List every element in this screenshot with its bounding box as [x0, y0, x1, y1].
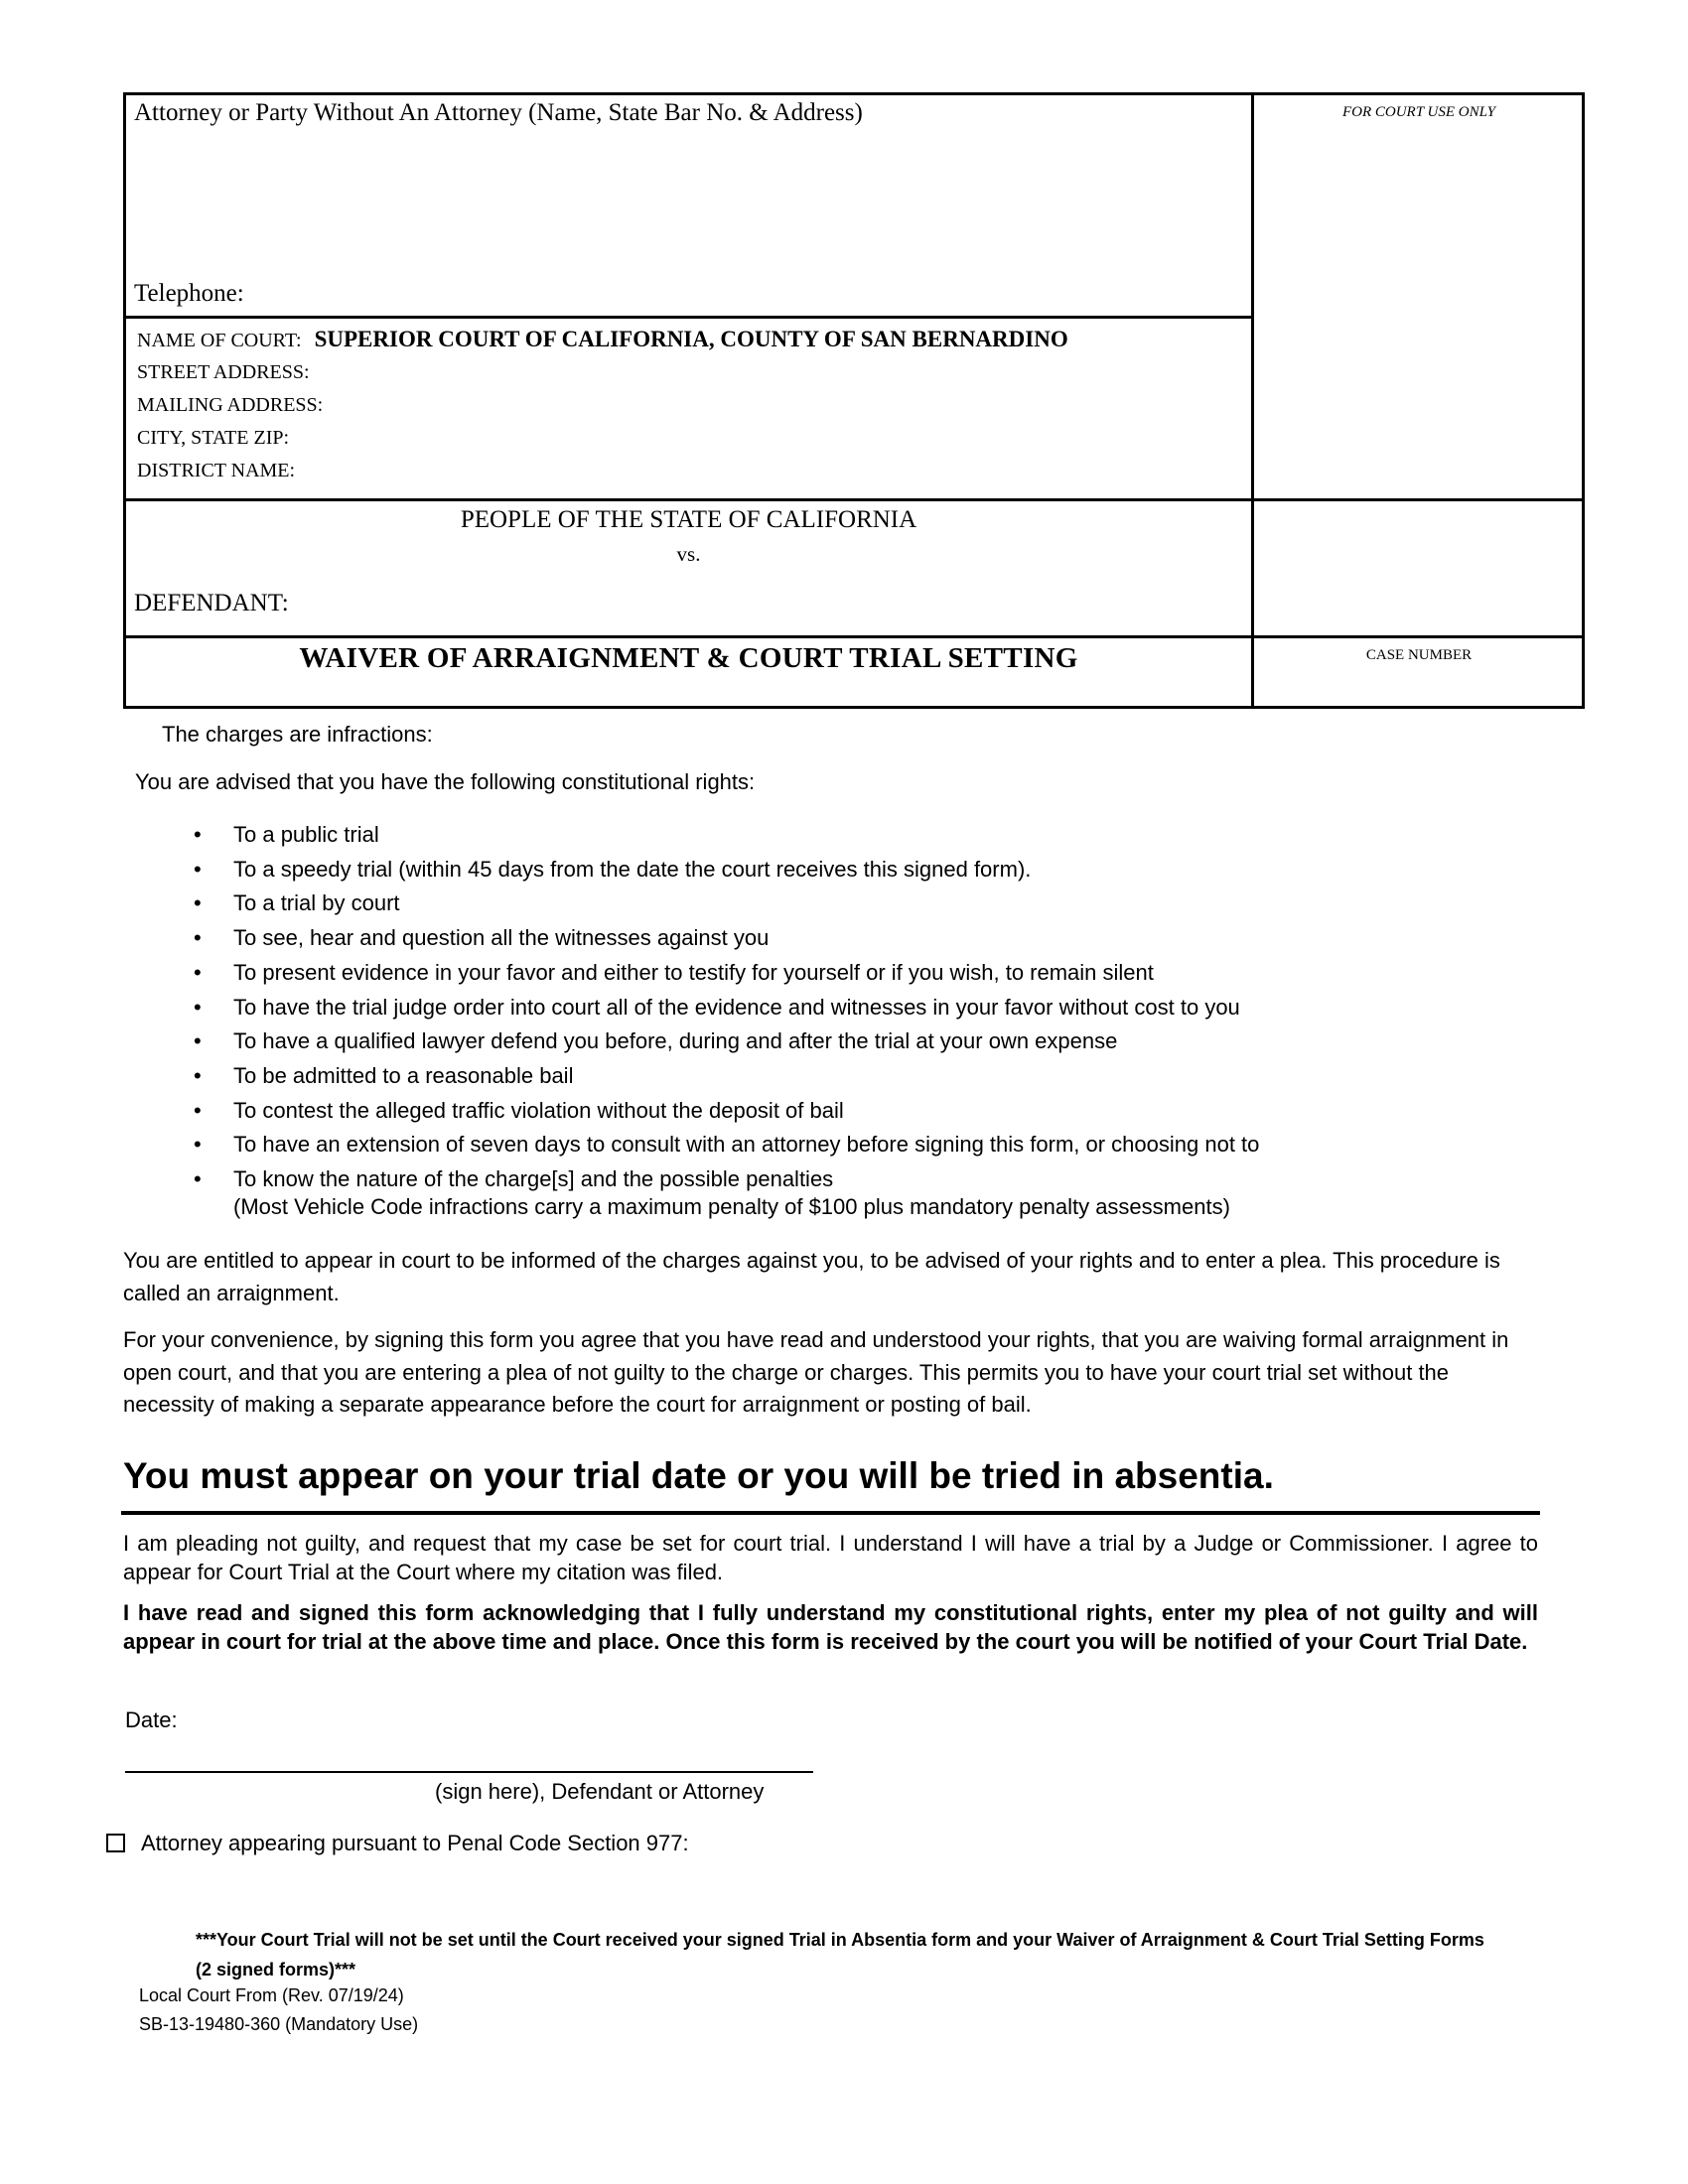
court-name-row [137, 327, 1068, 352]
list-item: • To have a qualified lawyer defend you before, during and after the trial at your own expense [233, 1024, 1259, 1059]
sign-here-label: (sign here), Defendant or Attorney [435, 1779, 765, 1804]
telephone-label: Telephone: [134, 280, 244, 307]
footer-note: ***Your Court Trial will not be set until the Court received your signed Trial in Absentia form and your Waiver of Arraignment & Court Trial Setting Forms (2 signed forms)*** [196, 1930, 1484, 1979]
plea-paragraph: I am pleading not guilty, and request that my case be set for court trial. I understand I will have a trial by a Judge or Commissioner. I agree to appear for Court Trial at the Court where my citation was filed. [123, 1531, 1538, 1584]
arraignment-paragraph: You are entitled to appear in court to be informed of the charges against you, to be advised of your rights and to enter a plea. This procedure is called an arraignment. [123, 1248, 1500, 1305]
caption-table [123, 92, 1585, 709]
list-item: • To a trial by court [233, 887, 1259, 921]
row-divider [126, 498, 1582, 501]
convenience-paragraph: For your convenience, by signing this form you agree that you have read and understood your rights, that you are waiving formal arraignment in open court, and that you are entering a plea of not guilty to the charge or charges. This permits you to have your court trial set without the necessity of making a separate appearance before the court for arraignment or posting of bail. [123, 1327, 1509, 1417]
absentia-headline: You must appear on your trial date or you will be tried in absentia. [123, 1455, 1274, 1496]
attorney-label: Attorney or Party Without An Attorney (Name, State Bar No. & Address) [134, 99, 863, 126]
advised-line: You are advised that you have the following constitutional rights: [135, 769, 756, 794]
acknowledgement-paragraph: I have read and signed this form acknowledging that I fully understand my constitutional rights, enter my plea of not guilty and will appear in court for trial at the above time and place. Once this form is received by the court you will be notified of your Court Trial Date. [123, 1600, 1538, 1654]
row-divider [126, 635, 1582, 638]
column-divider [1251, 95, 1254, 706]
attorney-977-label: Attorney appearing pursuant to Penal Code Section 977: [141, 1831, 689, 1855]
date-label: Date: [125, 1707, 178, 1732]
city-state-zip-label: CITY, STATE ZIP: [137, 427, 290, 449]
signature-line[interactable] [125, 1771, 813, 1773]
list-item: • To have an extension of seven days to consult with an attorney before signing this form, or choosing not to [233, 1128, 1259, 1162]
list-item: • To see, hear and question all the witnesses against you [233, 921, 1259, 956]
list-item: • To have the trial judge order into court all of the evidence and witnesses in your favor without cost to you [233, 991, 1259, 1025]
district-name-label: DISTRICT NAME: [137, 460, 296, 481]
people-label: PEOPLE OF THE STATE OF CALIFORNIA [460, 506, 917, 533]
rights-list [233, 818, 1259, 1221]
list-item [233, 1162, 1259, 1221]
revision-label: Local Court From (Rev. 07/19/24) [139, 1985, 404, 2005]
case-number-label: CASE NUMBER [1365, 647, 1473, 663]
headline-rule [121, 1511, 1540, 1515]
list-item: • To be admitted to a reasonable bail [233, 1059, 1259, 1094]
court-use-label: FOR COURT USE ONLY [1341, 104, 1496, 120]
list-item: • To a speedy trial (within 45 days from the date the court receives this signed form). [233, 853, 1259, 887]
form-number-label: SB-13-19480-360 (Mandatory Use) [139, 2014, 419, 2034]
defendant-label: DEFENDANT: [134, 590, 289, 616]
court-name-value: SUPERIOR COURT OF CALIFORNIA, COUNTY OF SAN BERNARDINO [314, 327, 1068, 351]
form-title: WAIVER OF ARRAIGNMENT & COURT TRIAL SETTING [299, 642, 1078, 674]
penalty-note: (Most Vehicle Code infractions carry a maximum penalty of $100 plus mandatory penalty assessments) [233, 1193, 1230, 1219]
court-name-label: NAME OF COURT: [137, 330, 302, 351]
list-item: • To contest the alleged traffic violation without the deposit of bail [233, 1094, 1259, 1129]
street-address-label: STREET ADDRESS: [137, 361, 310, 383]
vs-label: vs. [676, 542, 701, 566]
rights-item-text: To know the nature of the charge[s] and the possible penalties [233, 1166, 834, 1192]
list-item: • To a public trial [233, 818, 1259, 853]
list-item: • To present evidence in your favor and either to testify for yourself or if you wish, to remain silent [233, 956, 1259, 991]
row-divider [126, 316, 1251, 319]
attorney-977-checkbox[interactable] [106, 1834, 125, 1852]
charges-line: The charges are infractions: [162, 722, 433, 747]
mailing-address-label: MAILING ADDRESS: [137, 394, 324, 416]
